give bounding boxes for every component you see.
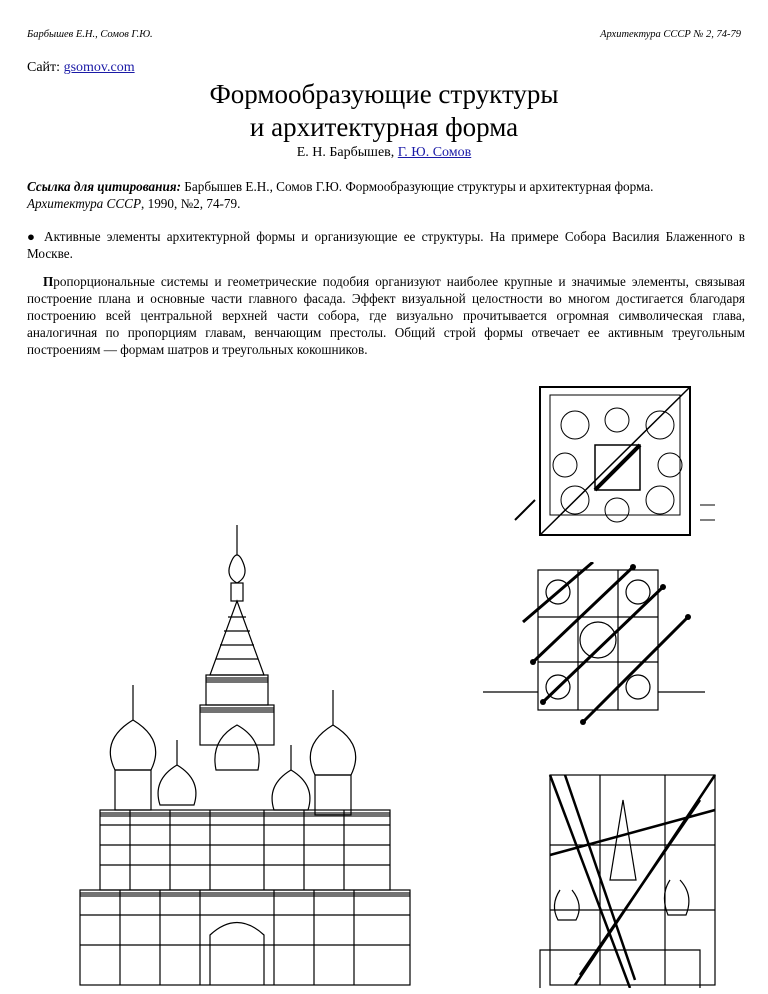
citation-details: , 1990, №2, 74-79. [141, 196, 241, 211]
page-title [0, 78, 768, 144]
body-paragraph [27, 273, 745, 358]
bullet-icon: ● [27, 229, 38, 244]
citation-label: Ссылка для цитирования: [27, 179, 181, 194]
facade-triangle-diagram [520, 770, 720, 988]
site-link[interactable]: gsomov.com [63, 60, 135, 75]
authors-line [0, 145, 768, 161]
author-second-link[interactable]: Г. Ю. Сомов [397, 145, 472, 160]
plan-diagonal-diagram [510, 385, 725, 540]
paragraph-text: ропорциональные системы и геометрические подобия организуют наиболее крупные и значимые элементы, связывая построение плана и основные части главного фасада. Эффект визуальной целостности во многом достигается благодаря построению всей центральной верхней части собора, где визуально прочитывается огромная символическая глава, аналогичная по пропорциям главам, венчающим престолы. Общий строй формы отвечает ее активным треугольным построениям — формам шатров и треугольных кокошников. [27, 274, 745, 357]
plan-grid-diagram [483, 562, 705, 727]
site-label: Сайт: [27, 60, 61, 75]
running-header-authors: Барбышев Е.Н., Сомов Г.Ю. [27, 29, 153, 40]
bullet-text: Активные элементы архитектурной формы и организующие ее структуры. На примере Собора Василия Блаженного в Москве. [27, 229, 746, 261]
title-line-1: Формообразующие структуры [209, 79, 559, 109]
citation-journal: Архитектура СССР [27, 196, 142, 211]
cathedral-facade-drawing [60, 525, 430, 990]
bullet-item [27, 228, 745, 262]
drop-letter: П [43, 274, 54, 289]
running-header-journal: Архитектура СССР № 2, 74-79 [600, 29, 741, 40]
title-line-2: и архитектурная форма [249, 112, 519, 142]
author-first: Е. Н. Барбышев, [296, 145, 395, 160]
citation-text: Барбышев Е.Н., Сомов Г.Ю. Формообразующие структуры и архитектурная форма. [184, 179, 654, 194]
citation-block [27, 178, 747, 212]
site-line [27, 60, 135, 76]
